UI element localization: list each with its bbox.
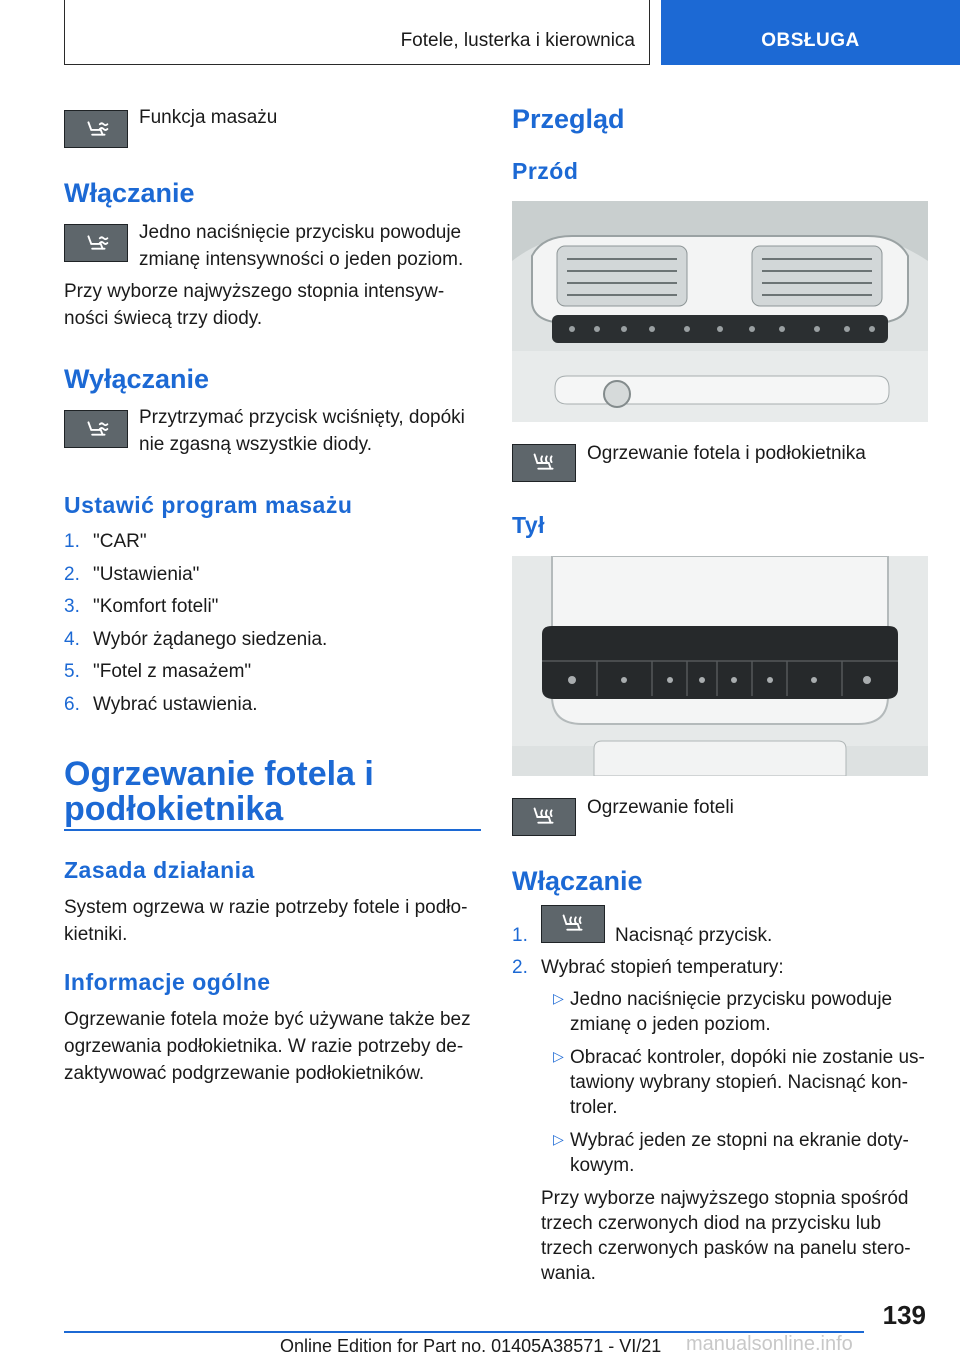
page-number: 139: [882, 1300, 926, 1330]
bullet-icon: ▷: [553, 1131, 564, 1147]
general-2: ogrzewania podłokietnika. W razie potrzeby de‐: [64, 1036, 464, 1057]
heading-rear: Tył: [512, 512, 546, 538]
list-item: 6. Wybrać ustawienia.: [64, 693, 258, 715]
list-item: 5. "Fotel z masażem": [64, 661, 252, 682]
principle-2: kietniki.: [64, 924, 128, 945]
chapter-title-2: podłokietnika: [64, 790, 284, 828]
heading-on-right: Włączanie: [512, 866, 643, 896]
list-item: 2. "Ustawienia": [64, 563, 200, 585]
list-item: 1. "CAR": [64, 531, 147, 552]
on-icon-text-2: zmianę intensywności o jeden poziom.: [139, 249, 464, 270]
heading-front: Przód: [512, 158, 579, 184]
bullet-icon: ▷: [553, 990, 564, 1006]
general-1: Ogrzewanie fotela może być używane także bez: [64, 1009, 471, 1030]
section-title: Fotele, lusterka i kierownica: [400, 30, 635, 51]
final-line-1: Przy wyborze najwyższego stopnia spośród: [541, 1188, 909, 1209]
seat-heating-icon: [512, 444, 576, 482]
final-line-2: trzech czerwonych diod na przycisku lub: [541, 1213, 882, 1234]
step-1-number: 1.: [512, 925, 528, 946]
seat-heating-icon: [512, 798, 576, 836]
on-para-2: ności świecą trzy diody.: [64, 308, 263, 329]
front-console-photo: [512, 201, 928, 422]
bullet-3-line-2: kowym.: [570, 1155, 635, 1176]
tab-label: OBSŁUGA: [761, 30, 860, 51]
on-para-1: Przy wyborze najwyższego stopnia intensyw‐: [64, 281, 445, 302]
massage-label: Funkcja masażu: [139, 107, 278, 128]
list-item: 3. "Komfort foteli": [64, 596, 219, 617]
chapter-title-1: Ogrzewanie fotela i: [64, 755, 374, 793]
general-3: zaktywować podgrzewanie podłokietników.: [64, 1063, 425, 1084]
bullet-1-line-2: zmianę o jeden poziom.: [570, 1014, 771, 1035]
step-1-text: Nacisnąć przycisk.: [615, 925, 773, 946]
step-2-text: Wybrać stopień temperatury:: [541, 957, 784, 978]
bullet-3-line-1: Wybrać jeden ze stopni na ekranie doty‐: [570, 1130, 909, 1151]
bullet-icon: ▷: [553, 1048, 564, 1064]
massage-seat-icon: [64, 224, 128, 262]
rear-icon-label: Ogrzewanie foteli: [587, 797, 734, 818]
principle-1: System ogrzewa w razie potrzeby fotele i podło‐: [64, 897, 468, 918]
bullet-1-line-1: Jedno naciśnięcie przycisku powoduje: [570, 989, 893, 1010]
chapter-rule: [64, 829, 481, 831]
off-icon-text-1: Przytrzymać przycisk wciśnięty, dopóki: [139, 407, 465, 428]
program-steps: [64, 526, 464, 721]
front-icon-label: Ogrzewanie fotela i podłokietnika: [587, 443, 866, 464]
tab-obsluga[interactable]: [661, 0, 960, 65]
on-icon-text-1: Jedno naciśnięcie przycisku powoduje: [139, 222, 462, 243]
final-line-4: wania.: [541, 1263, 596, 1284]
watermark: manualsonline.info: [686, 1333, 853, 1355]
bullet-2-line-2: tawiony wybrany stopień. Nacisnąć kon‐: [570, 1072, 908, 1093]
heading-off: Wyłączanie: [64, 364, 210, 394]
heading-principle: Zasada działania: [64, 857, 255, 883]
bullet-2-line-1: Obracać kontroler, dopóki nie zostanie us‐: [570, 1047, 925, 1068]
header-frame: [64, 0, 650, 65]
heading-on-left: Włączanie: [64, 178, 195, 208]
bullet-2-line-3: troler.: [570, 1097, 618, 1118]
massage-seat-icon: [64, 410, 128, 448]
off-icon-text-2: nie zgasną wszystkie diody.: [139, 434, 373, 455]
final-line-3: trzech czerwonych pasków na panelu stero‐: [541, 1238, 911, 1259]
heading-program: Ustawić program masażu: [64, 492, 353, 518]
step-2-number: 2.: [512, 957, 528, 978]
massage-seat-icon: [64, 110, 128, 148]
seat-heating-icon: [541, 905, 605, 943]
footer-edition: Online Edition for Part no. 01405A38571 - VI/21: [280, 1336, 662, 1356]
heading-overview: Przegląd: [512, 104, 625, 134]
list-item: 4. Wybór żądanego siedzenia.: [64, 628, 328, 650]
heading-general: Informacje ogólne: [64, 969, 271, 995]
rear-console-photo: [512, 556, 928, 776]
